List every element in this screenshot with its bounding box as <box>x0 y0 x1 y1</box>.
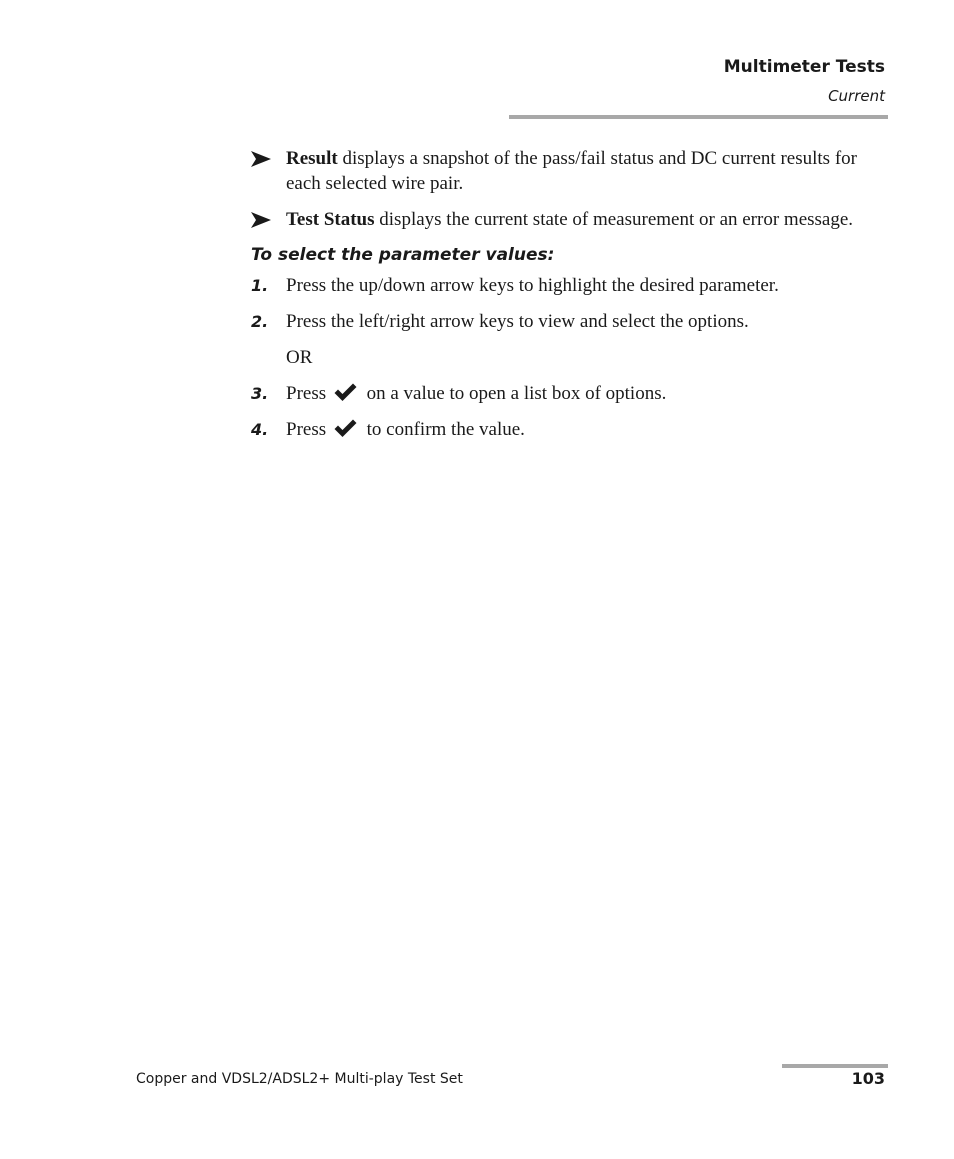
procedure-heading: To select the parameter values: <box>251 245 555 265</box>
procedure-step-2 <box>251 309 887 334</box>
page-content <box>251 146 887 453</box>
step-number: 1. <box>251 276 269 295</box>
procedure-step-4 <box>251 417 887 442</box>
step-text-before: Press <box>286 419 327 440</box>
bullet-term: Test Status <box>286 209 375 230</box>
checkmark-icon <box>333 418 358 438</box>
step-text-after: on a value to open a list box of options. <box>361 383 667 404</box>
header-rule <box>509 115 888 119</box>
step-number: 4. <box>251 420 269 439</box>
step-number: 3. <box>251 384 269 403</box>
arrow-bullet-icon <box>251 148 273 170</box>
procedure-step-1 <box>251 273 887 298</box>
footer-document-title: Copper and VDSL2/ADSL2+ Multi-play Test Set <box>136 1071 463 1087</box>
chapter-title: Multimeter Tests <box>723 57 885 77</box>
step-text-before: Press <box>286 383 327 404</box>
footer-rule <box>782 1064 888 1068</box>
step-text: Press the left/right arrow keys to view and select the options. <box>286 311 749 332</box>
step-text: Press the up/down arrow keys to highlight the desired parameter. <box>286 275 779 296</box>
checkmark-icon <box>333 382 358 402</box>
bullet-item-test-status <box>251 207 887 232</box>
procedure-step-3 <box>251 381 887 406</box>
or-separator: OR <box>286 347 313 368</box>
bullet-text: displays the current state of measurement or an error message. <box>374 209 854 230</box>
step-text-after: to confirm the value. <box>361 419 525 440</box>
arrow-bullet-icon <box>251 209 273 231</box>
bullet-item-result <box>251 146 887 196</box>
step-number: 2. <box>251 312 269 331</box>
section-title: Current <box>828 87 885 105</box>
bullet-text: displays a snapshot of the pass/fail status and DC current results for each selected wire pair. <box>286 148 857 194</box>
bullet-term: Result <box>286 148 338 169</box>
page-number: 103 <box>851 1069 885 1088</box>
